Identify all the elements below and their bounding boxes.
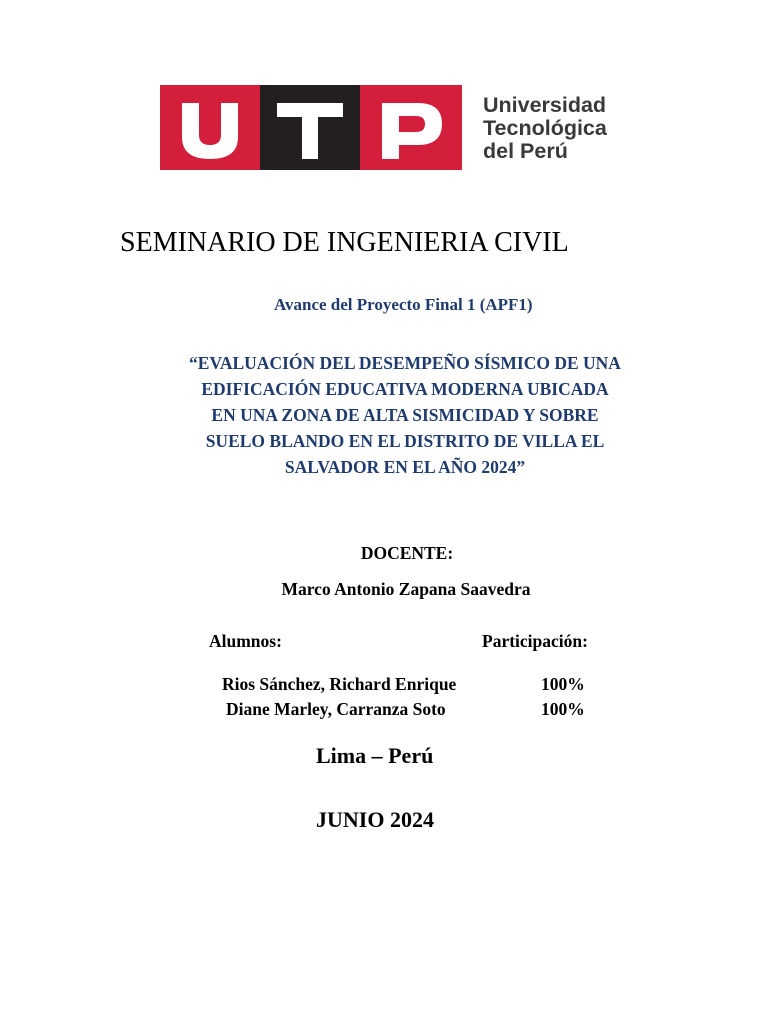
thesis-line: EDIFICACIÓN EDUCATIVA MODERNA UBICADA <box>201 379 609 399</box>
thesis-line: EN UNA ZONA DE ALTA SISMICIDAD Y SOBRE <box>211 405 599 425</box>
participation-header: Participación: <box>482 631 588 651</box>
student-participation: 100% <box>541 674 585 694</box>
logo-line-1: Universidad <box>483 93 607 117</box>
utp-logo-wordmark <box>483 94 607 163</box>
course-title: SEMINARIO DE INGENIERIA CIVIL <box>120 227 569 258</box>
thesis-title <box>120 350 690 480</box>
project-subtitle: Avance del Proyecto Final 1 (APF1) <box>274 295 533 314</box>
thesis-line: “EVALUACIÓN DEL DESEMPEÑO SÍSMICO DE UNA <box>189 353 621 373</box>
logo-line-3: del Perú <box>483 139 568 163</box>
logo-line-2: Tecnológica <box>483 116 607 140</box>
docente-label: DOCENTE: <box>360 543 454 563</box>
student-participation: 100% <box>541 699 585 719</box>
date: JUNIO 2024 <box>316 807 434 832</box>
utp-logo-blocks <box>160 85 462 170</box>
student-name: Diane Marley, Carranza Soto <box>226 699 446 719</box>
thesis-line: SALVADOR EN EL AÑO 2024” <box>284 457 526 477</box>
utp-logo <box>160 85 630 170</box>
students-header: Alumnos: <box>209 631 282 651</box>
place: Lima – Perú <box>316 743 434 768</box>
docente-name: Marco Antonio Zapana Saavedra <box>281 579 531 599</box>
student-row <box>0 674 768 698</box>
student-row <box>0 699 768 723</box>
student-name: Rios Sánchez, Richard Enrique <box>222 674 457 694</box>
thesis-line: SUELO BLANDO EN EL DISTRITO DE VILLA EL <box>205 431 605 451</box>
